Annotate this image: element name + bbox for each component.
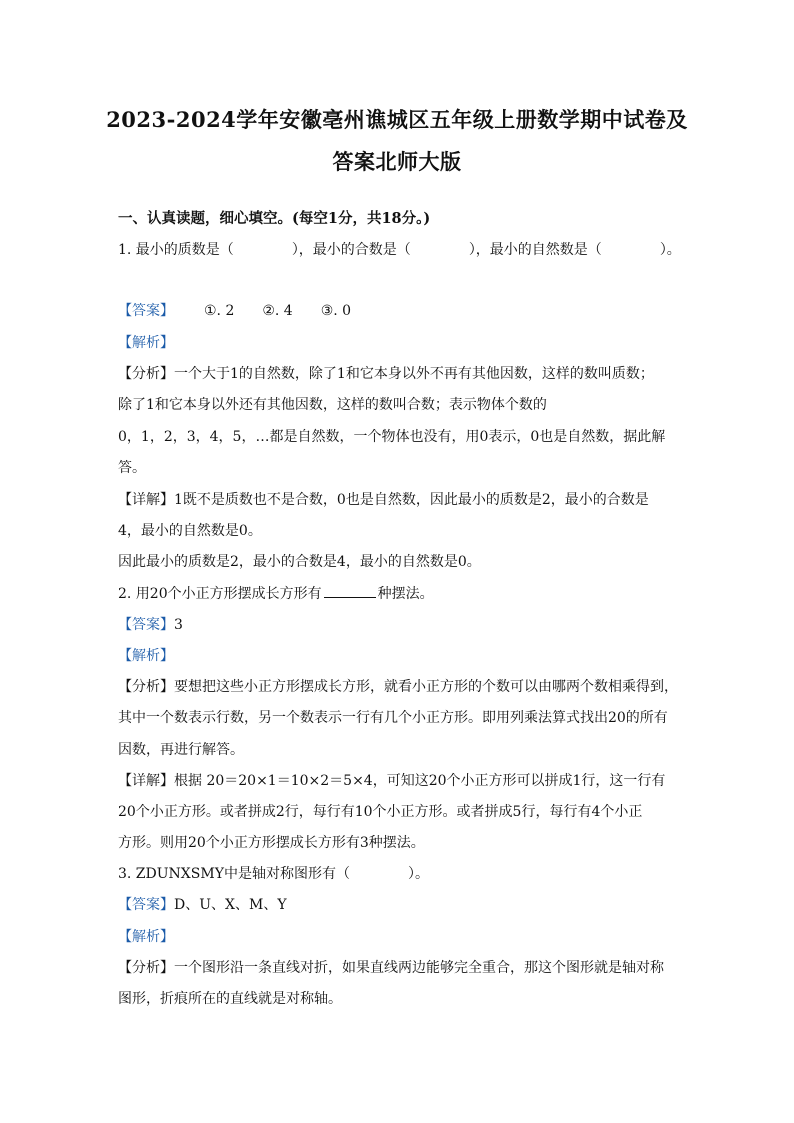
q1-analysis-line1 [118, 363, 688, 383]
q1-text-a: 1. 最小的质数是（ [118, 242, 234, 258]
q1-detail-line1 [118, 489, 688, 509]
answer-tag: 【答案】 [118, 303, 174, 319]
q2-analysis-text1: 要想把这些小正方形摆成长方形，就看小正方形的个数可以由哪两个数相乘得到， [174, 679, 678, 695]
q1-text-c: ），最小的自然数是（ [468, 242, 602, 258]
q1-analysis-text1: 一个大于1的自然数，除了1和它本身以外不再有其他因数，这样的数叫质数； [174, 366, 654, 382]
answer-tag: 【答案】 [118, 617, 174, 633]
q2-analysis-line3: 因数，再进行解答。 [118, 742, 244, 758]
detail-tag: 【详解】 [118, 492, 174, 508]
doc-title-line1: 2023-2024学年安徽亳州谯城区五年级上册数学期中试卷及 [106, 107, 688, 132]
q2-answer: 3 [174, 617, 183, 633]
answer-tag: 【答案】 [118, 897, 174, 913]
q3-text-a: 3. ZDUNXSMY中是轴对称图形有（ [118, 866, 350, 882]
detail-tag: 【详解】 [118, 773, 174, 789]
analysis-tag: 【分析】 [118, 366, 174, 382]
section-heading: 一、认真读题，细心填空。(每空1分，共18分。) [118, 210, 431, 227]
q3-analysis-line1 [118, 957, 688, 977]
q1-answer-line [118, 300, 688, 320]
q2-answer-blank [324, 596, 376, 598]
analysis-tag: 【分析】 [118, 960, 174, 976]
q2-detail-line1 [118, 770, 688, 790]
q2-analysis-line1 [118, 676, 688, 696]
q1-detail-text1: 1既不是质数也不是合数，0也是自然数，因此最小的质数是2，最小的合数是 [174, 492, 649, 508]
question-1 [118, 239, 688, 259]
q2-answer-line [118, 614, 688, 634]
q3-jiexi-tag: 【解析】 [118, 929, 174, 945]
analysis-tag: 【分析】 [118, 679, 174, 695]
q1-analysis-line4: 答。 [118, 460, 146, 476]
q1-answer-3: ③. 0 [320, 303, 352, 319]
q3-answer-line [118, 894, 688, 914]
q2-text-b: 种摆法。 [377, 586, 434, 602]
q3-analysis-text1: 一个图形沿一条直线对折，如果直线两边能够完全重合，那这个图形就是轴对称 [174, 960, 664, 976]
q2-text-a: 2. 用20个小正方形摆成长方形有 [118, 586, 322, 602]
q2-jiexi-tag: 【解析】 [118, 648, 174, 664]
q1-analysis-line3: 0，1，2，3，4，5，…都是自然数，一个物体也没有，用0表示，0也是自然数，据此解 [118, 429, 666, 445]
q3-analysis-line2: 图形，折痕所在的直线就是对称轴。 [118, 991, 342, 1007]
q3-answer: D、U、X、M、Y [174, 897, 287, 913]
q3-text-b: ）。 [407, 866, 429, 882]
q1-detail-line3: 因此最小的质数是2，最小的合数是4，最小的自然数是0。 [118, 554, 481, 570]
q1-detail-line2: 4，最小的自然数是0。 [118, 523, 262, 539]
q1-answer-1: ①. 2 [204, 303, 235, 319]
question-3 [118, 863, 688, 883]
q1-answer-2: ②. 4 [262, 303, 293, 319]
doc-title-line2: 答案北师大版 [332, 149, 462, 174]
q1-jiexi-tag: 【解析】 [118, 335, 174, 351]
q1-text-b: ），最小的合数是（ [291, 242, 411, 258]
q2-detail-text1: 根据 20＝20×1＝10×2＝5×4，可知这20个小正方形可以拼成1行，这一行有 [174, 773, 666, 789]
q2-analysis-line2: 其中一个数表示行数，另一个数表示一行有几个小正方形。即用列乘法算式找出20的所有 [118, 710, 668, 726]
q2-detail-line3: 方形。则用20个小正方形摆成长方形有3种摆法。 [118, 835, 425, 851]
q1-analysis-line2: 除了1和它本身以外还有其他因数，这样的数叫合数；表示物体个数的 [118, 397, 547, 413]
question-2 [118, 583, 688, 603]
q1-text-d: ）。 [659, 242, 681, 258]
q2-detail-line2: 20个小正方形。或者拼成2行，每行有10个小正方形。或者拼成5行，每行有4个小正 [118, 804, 643, 820]
